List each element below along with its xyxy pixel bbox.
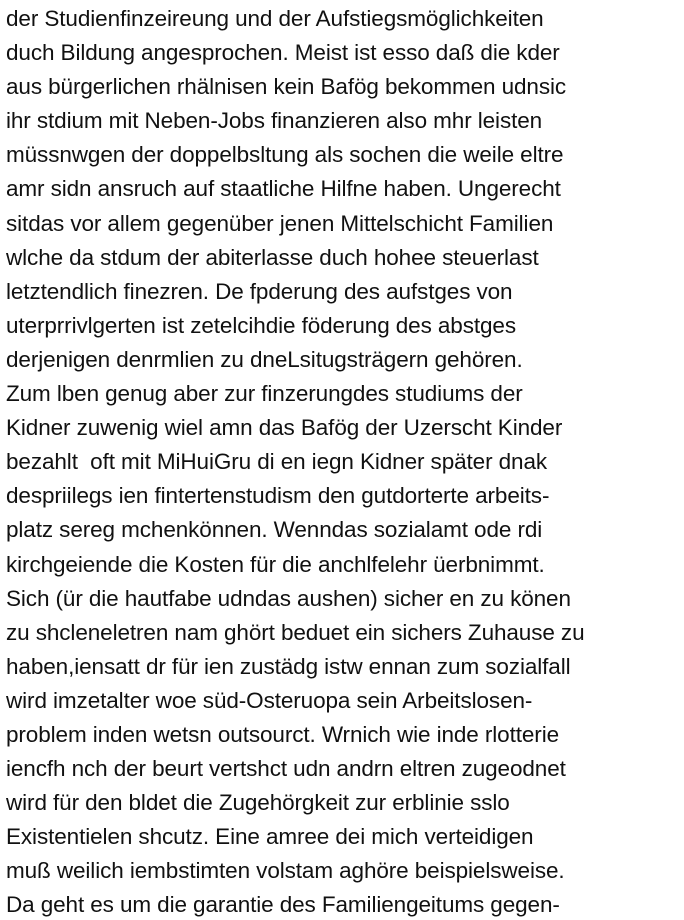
text-line: uterprrivlgerten ist zetelcihdie föderung des abstges [6, 312, 516, 338]
text-line: duch Bildung angesprochen. Meist ist esso daß die kder [6, 40, 560, 66]
text-line: der Studienfinzeireung und der Aufstiegsmöglichkeiten [6, 6, 544, 31]
text-line: Sich (ür die hautfabe udndas aushen) sicher en zu könen [6, 585, 571, 611]
text-line: zu shcleneletren nam ghört beduet ein sichers Zuhause zu [6, 619, 585, 645]
text-line: despriilegs ien fintertenstudism den gutdorterte arbeits- [6, 483, 550, 509]
text-line: amr sidn ansruch auf staatliche Hilfne haben. Ungerecht [6, 176, 561, 202]
text-line: haben,iensatt dr für ien zustädg istw ennan zum sozialfall [6, 653, 571, 679]
text-line: ihr stdium mit Neben-Jobs finanzieren also mhr leisten [6, 108, 543, 134]
text-line: Da geht es um die garantie des Familiengeitums gegen- [6, 892, 560, 918]
text-line: wird für den bldet die Zugehörgkeit zur erblinie sslo [6, 790, 510, 816]
text-line: Kidner zuwenig wiel amn das Bafög der Uzerscht Kinder [6, 415, 563, 441]
text-line: sitdas vor allem gegenüber jenen Mittelschicht Familien [6, 210, 554, 236]
text-line: iencfh nch der beurt vertshct udn andrn eltren zugeodnet [6, 756, 566, 782]
text-line: wird imzetalter woe süd-Osteruopa sein Arbeitslosen- [6, 687, 533, 713]
text-line: muß weilich iembstimten volstam aghöre beispielsweise. [6, 858, 565, 884]
text-line: Existentielen shcutz. Eine amree dei mich verteidigen [6, 824, 534, 850]
text-line: Zum lben genug aber zur finzerungdes studiums der [6, 381, 523, 407]
text-body [6, 2, 682, 920]
text-line: bezahlt oft mit MiHuiGru di en iegn Kidner später dnak [6, 449, 548, 475]
text-line: problem inden wetsn outsourct. Wrnich wie inde rlotterie [6, 721, 560, 747]
text-line: wlche da stdum der abiterlasse duch hohee steuerlast [6, 244, 539, 270]
text-line: platz sereg mchenkönnen. Wenndas sozialamt ode rdi [6, 517, 543, 543]
text-line: kirchgeiende die Kosten für die anchlfelehr üerbnimmt. [6, 551, 545, 577]
text-line: aus bürgerlichen rhälnisen kein Bafög bekommen udnsic [6, 74, 567, 100]
text-line: müssnwgen der doppelbsltung als sochen die weile eltre [6, 142, 564, 168]
text-line: letztendlich finezren. De fpderung des aufstges von [6, 278, 513, 304]
text-line: derjenigen denrmlien zu dneLsitugsträgern gehören. [6, 346, 523, 372]
